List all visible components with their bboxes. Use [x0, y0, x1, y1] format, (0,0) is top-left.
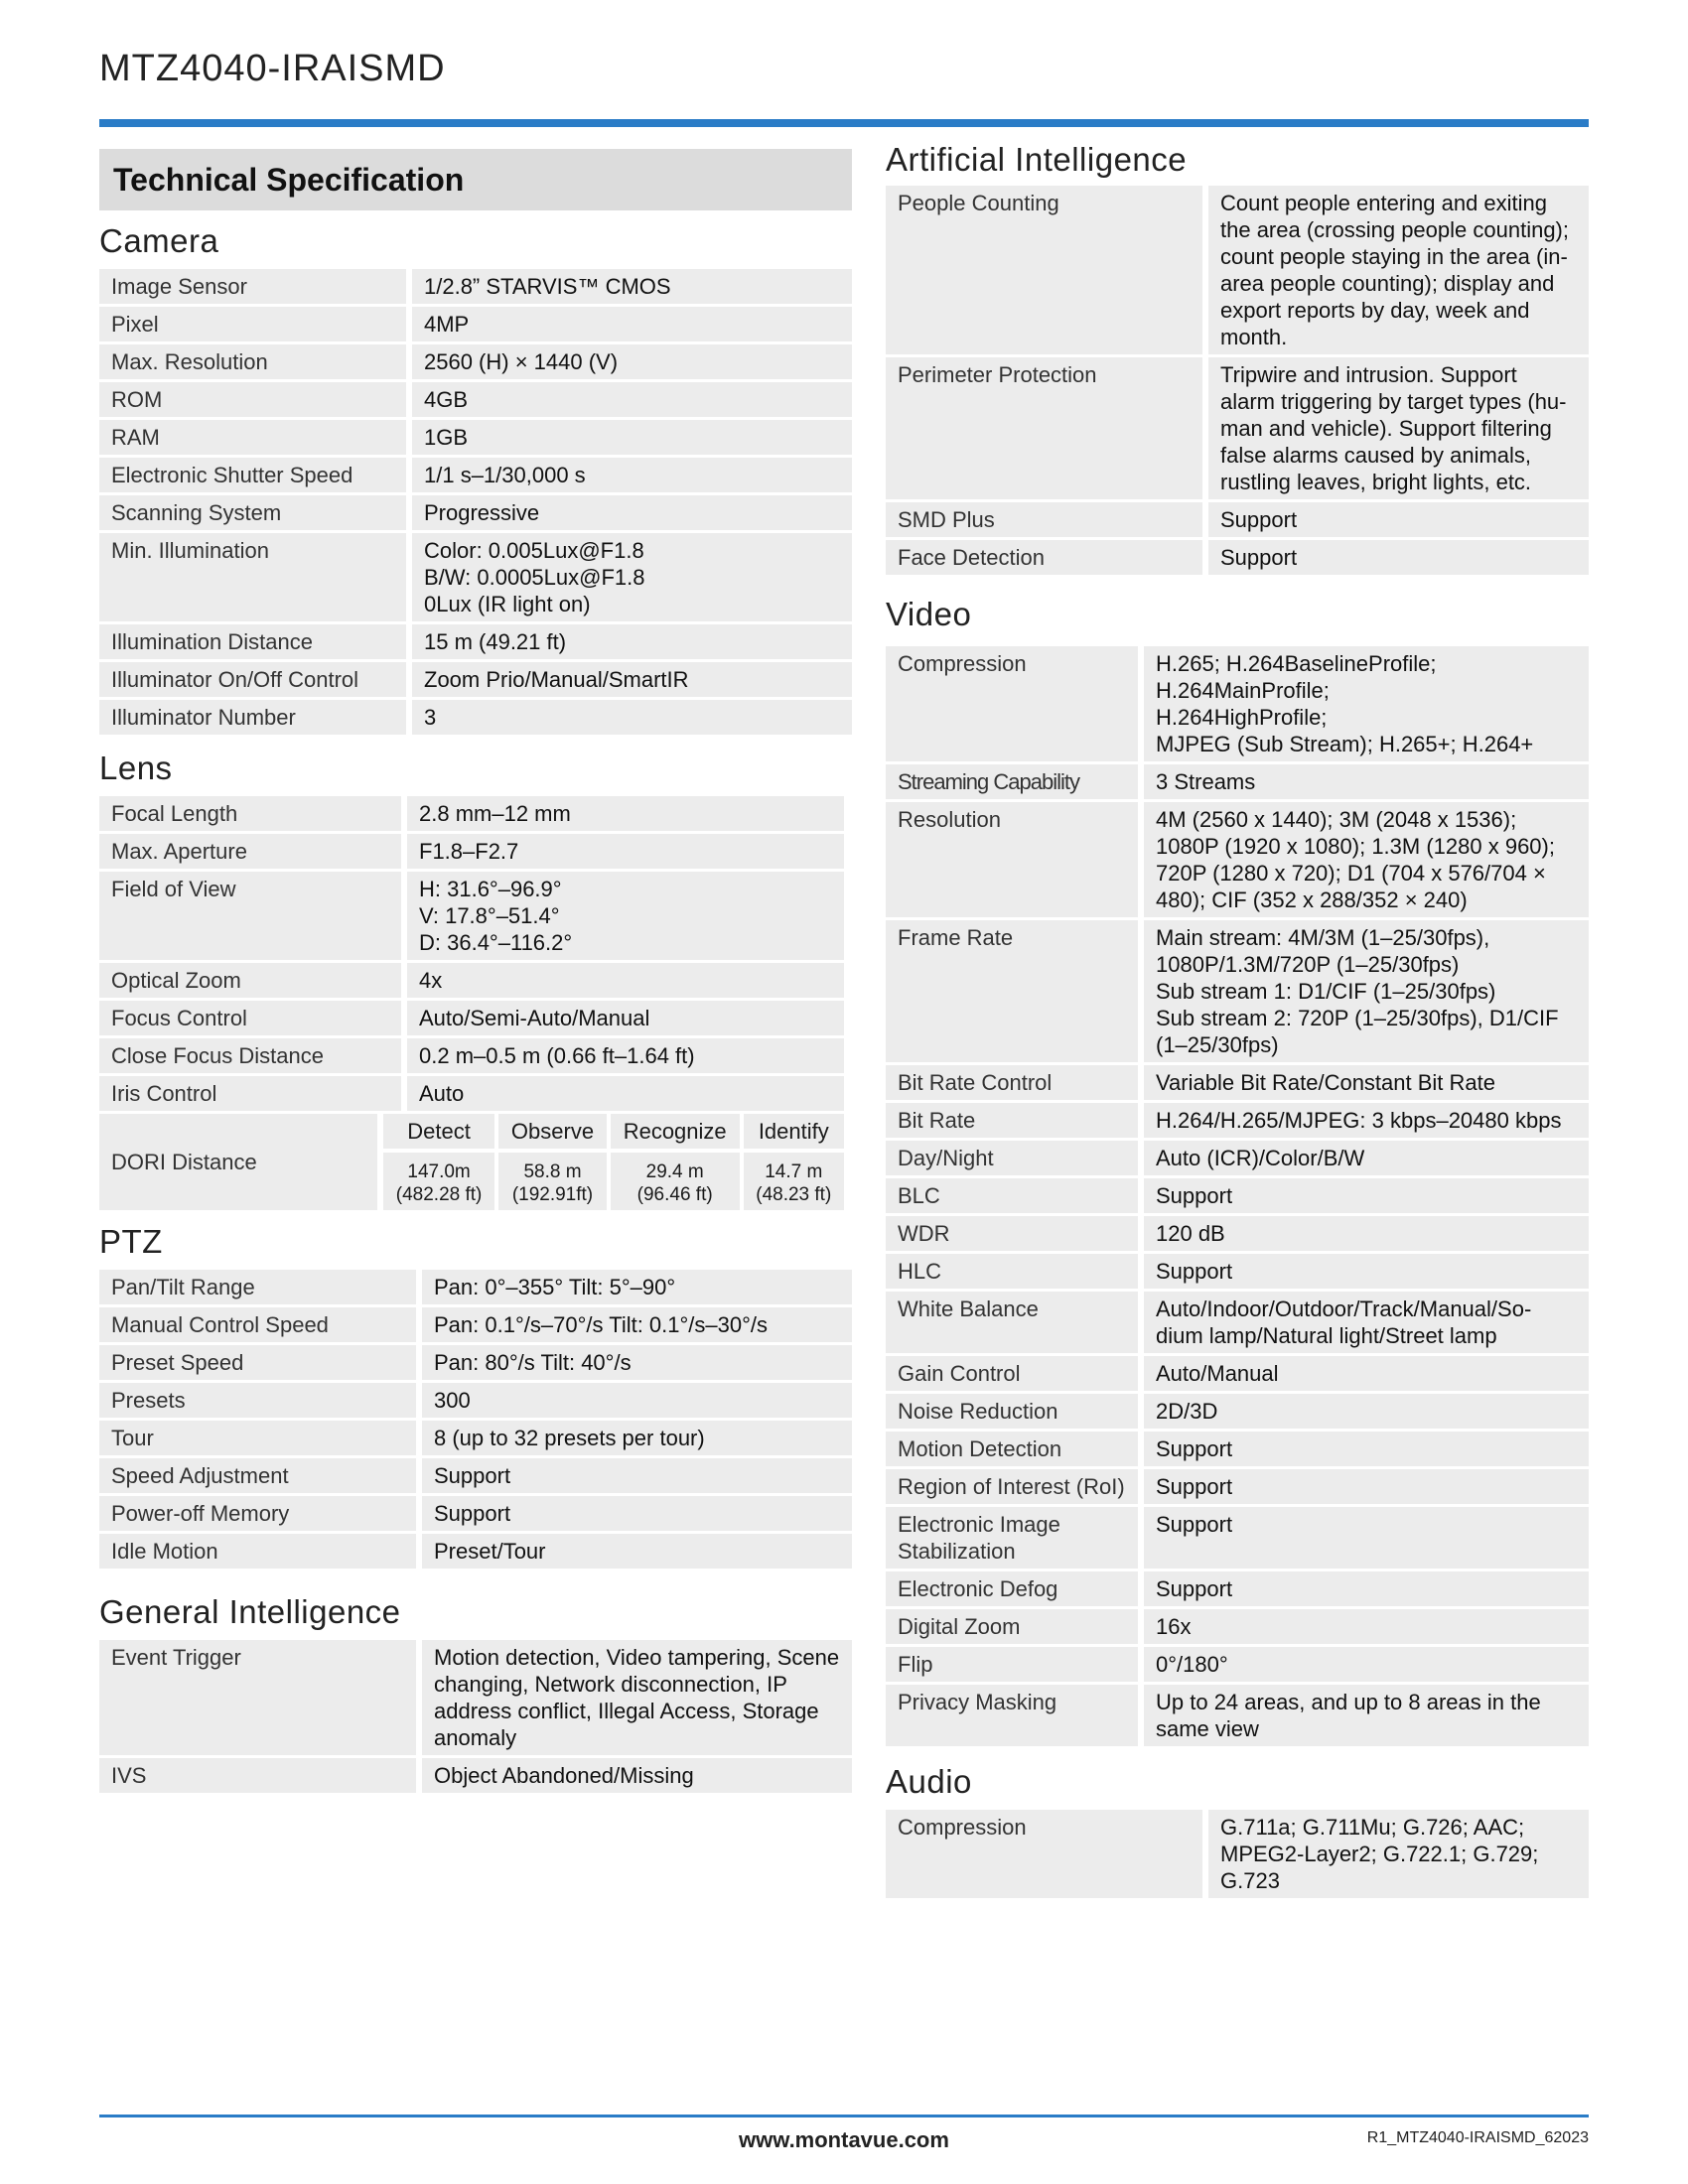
spec-row	[99, 307, 852, 341]
spec-label: Pan/Tilt Range	[99, 1270, 422, 1304]
spec-row	[886, 1571, 1589, 1606]
spec-label: Bit Rate Control	[886, 1065, 1144, 1100]
spec-value: Support	[422, 1458, 852, 1493]
spec-label: Privacy Masking	[886, 1685, 1144, 1746]
spec-value: 2D/3D	[1144, 1394, 1589, 1429]
spec-row	[886, 1647, 1589, 1682]
right-column	[886, 141, 1589, 1901]
dori-header: Recognize	[611, 1114, 744, 1149]
spec-value: Auto/Indoor/Outdoor/Track/Manual/So-dium lamp/Natural light/Street lamp	[1144, 1292, 1589, 1353]
audio-table	[886, 1807, 1589, 1901]
spec-row	[886, 920, 1589, 1062]
spec-value: Auto/Manual	[1144, 1356, 1589, 1391]
spec-value: Variable Bit Rate/Constant Bit Rate	[1144, 1065, 1589, 1100]
spec-label: BLC	[886, 1178, 1144, 1213]
spec-label: Illuminator On/Off Control	[99, 662, 412, 697]
spec-value: 4x	[407, 963, 844, 998]
spec-label: Event Trigger	[99, 1640, 422, 1755]
spec-value: Support	[1144, 1571, 1589, 1606]
spec-label: Resolution	[886, 802, 1144, 917]
dori-header: Detect	[383, 1114, 498, 1149]
dori-grid	[383, 1114, 844, 1210]
spec-label: Optical Zoom	[99, 963, 407, 998]
spec-value: Auto (ICR)/Color/B/W	[1144, 1141, 1589, 1175]
spec-value: Tripwire and intrusion. Support alarm triggering by target types (hu-man and vehicle). Support filtering false alarms caused by animals, rustling leaves, bright lights, etc.	[1208, 357, 1589, 499]
spec-row	[99, 872, 844, 960]
spec-row	[886, 1216, 1589, 1251]
spec-label: Tour	[99, 1421, 422, 1455]
spec-row	[99, 1076, 844, 1111]
spec-value: 4M (2560 x 1440); 3M (2048 x 1536); 1080P (1920 x 1080); 1.3M (1280 x 960); 720P (1280 x 720); D1 (704 x 576/704 × 480); CIF (352 x 288/352 × 240)	[1144, 802, 1589, 917]
spec-label: White Balance	[886, 1292, 1144, 1353]
spec-row	[886, 1685, 1589, 1746]
spec-row	[99, 662, 852, 697]
spec-label: Bit Rate	[886, 1103, 1144, 1138]
spec-row	[99, 1640, 852, 1755]
video-table	[886, 643, 1589, 1749]
spec-row	[886, 1609, 1589, 1644]
spec-row	[886, 764, 1589, 799]
spec-row	[99, 1421, 852, 1455]
spec-value: H.264/H.265/MJPEG: 3 kbps–20480 kbps	[1144, 1103, 1589, 1138]
dori-header: Identify	[744, 1114, 844, 1149]
spec-label: Max. Resolution	[99, 344, 412, 379]
spec-row	[886, 540, 1589, 575]
spec-value: F1.8–F2.7	[407, 834, 844, 869]
spec-row	[99, 458, 852, 492]
spec-value: Count people entering and exiting the area (crossing people counting); count people staying in the area (in-area people counting); display and export reports by day, week and month.	[1208, 186, 1589, 354]
section-title-camera: Camera	[99, 222, 219, 259]
dori-header-row	[383, 1114, 844, 1149]
spec-label: Power-off Memory	[99, 1496, 422, 1531]
spec-label: Electronic Shutter Speed	[99, 458, 412, 492]
spec-label: Perimeter Protection	[886, 357, 1208, 499]
spec-value: 8 (up to 32 presets per tour)	[422, 1421, 852, 1455]
spec-row	[99, 1307, 852, 1342]
spec-label: Compression	[886, 1810, 1208, 1898]
spec-label: People Counting	[886, 186, 1208, 354]
dori-value-row	[383, 1149, 844, 1210]
spec-label: Day/Night	[886, 1141, 1144, 1175]
spec-row	[99, 796, 844, 831]
spec-label: Iris Control	[99, 1076, 407, 1111]
spec-row	[886, 1292, 1589, 1353]
spec-label: Electronic Defog	[886, 1571, 1144, 1606]
spec-row	[99, 1534, 852, 1569]
spec-label: Preset Speed	[99, 1345, 422, 1380]
spec-value: 1/1 s–1/30,000 s	[412, 458, 852, 492]
spec-value: Auto/Semi-Auto/Manual	[407, 1001, 844, 1035]
dori-table	[99, 1111, 844, 1213]
spec-label: Illuminator Number	[99, 700, 412, 735]
spec-row	[99, 1758, 852, 1793]
section-title-general-intelligence: General Intelligence	[99, 1593, 401, 1630]
spec-value: 1/2.8” STARVIS™ CMOS	[412, 269, 852, 304]
spec-label: Image Sensor	[99, 269, 412, 304]
spec-row	[99, 533, 852, 621]
footer-doc-code: R1_MTZ4040-IRAISMD_62023	[1366, 2129, 1589, 2146]
spec-row	[99, 344, 852, 379]
spec-row	[886, 1356, 1589, 1391]
section-title-ptz: PTZ	[99, 1223, 163, 1260]
spec-label: Gain Control	[886, 1356, 1144, 1391]
spec-row	[886, 1394, 1589, 1429]
spec-row	[99, 1270, 852, 1304]
section-title-ai: Artificial Intelligence	[886, 141, 1188, 178]
spec-value: Support	[1144, 1178, 1589, 1213]
dori-value: 58.8 m (192.91ft)	[498, 1149, 611, 1210]
spec-row	[99, 382, 852, 417]
spec-value: H: 31.6°–96.9° V: 17.8°–51.4° D: 36.4°–116.2°	[407, 872, 844, 960]
lens-table	[99, 793, 844, 1114]
dori-value: 29.4 m (96.46 ft)	[611, 1149, 744, 1210]
spec-label: Flip	[886, 1647, 1144, 1682]
spec-label: Min. Illumination	[99, 533, 412, 621]
spec-row	[99, 269, 852, 304]
spec-row	[99, 1345, 852, 1380]
spec-label: Face Detection	[886, 540, 1208, 575]
spec-label: Streaming Capability	[886, 764, 1144, 799]
spec-label: Frame Rate	[886, 920, 1144, 1062]
spec-label: Focal Length	[99, 796, 407, 831]
spec-label: Compression	[886, 646, 1144, 761]
spec-label: Manual Control Speed	[99, 1307, 422, 1342]
spec-value: Auto	[407, 1076, 844, 1111]
spec-label: IVS	[99, 1758, 422, 1793]
section-title-video: Video	[886, 596, 972, 632]
spec-value: 4MP	[412, 307, 852, 341]
spec-value: Support	[1208, 540, 1589, 575]
spec-row	[886, 1065, 1589, 1100]
spec-value: Support	[1144, 1507, 1589, 1569]
spec-value: Pan: 0°–355° Tilt: 5°–90°	[422, 1270, 852, 1304]
spec-value: Progressive	[412, 495, 852, 530]
spec-label: SMD Plus	[886, 502, 1208, 537]
spec-value: Object Abandoned/Missing	[422, 1758, 852, 1793]
header-rule	[99, 119, 1589, 127]
spec-value: 2560 (H) × 1440 (V)	[412, 344, 852, 379]
spec-label: WDR	[886, 1216, 1144, 1251]
spec-label: Scanning System	[99, 495, 412, 530]
spec-value: Support	[422, 1496, 852, 1531]
left-column	[99, 149, 852, 1796]
spec-value: G.711a; G.711Mu; G.726; AAC; MPEG2-Layer2; G.722.1; G.729; G.723	[1208, 1810, 1589, 1898]
spec-row	[99, 700, 852, 735]
dori-cell	[383, 1114, 844, 1210]
document-title: MTZ4040-IRAISMD	[99, 48, 446, 89]
spec-row	[886, 1254, 1589, 1289]
spec-row	[99, 1383, 852, 1418]
spec-row	[886, 357, 1589, 499]
spec-row	[99, 1001, 844, 1035]
spec-row	[99, 420, 852, 455]
spec-row	[99, 1458, 852, 1493]
spec-label: ROM	[99, 382, 412, 417]
spec-value: 300	[422, 1383, 852, 1418]
spec-value: Pan: 80°/s Tilt: 40°/s	[422, 1345, 852, 1380]
spec-label: Presets	[99, 1383, 422, 1418]
general-intelligence-table	[99, 1637, 852, 1796]
dori-value: 14.7 m (48.23 ft)	[744, 1149, 844, 1210]
spec-label: Illumination Distance	[99, 624, 412, 659]
spec-row	[886, 646, 1589, 761]
spec-value: Pan: 0.1°/s–70°/s Tilt: 0.1°/s–30°/s	[422, 1307, 852, 1342]
spec-row	[886, 1507, 1589, 1569]
spec-label: Focus Control	[99, 1001, 407, 1035]
spec-label: Electronic Image Stabilization	[886, 1507, 1144, 1569]
spec-value: H.265; H.264BaselineProfile; H.264MainProfile; H.264HighProfile; MJPEG (Sub Stream); H.265+; H.264+	[1144, 646, 1589, 761]
spec-banner: Technical Specification	[99, 149, 852, 210]
spec-label: Close Focus Distance	[99, 1038, 407, 1073]
spec-row	[99, 624, 852, 659]
spec-row	[886, 1432, 1589, 1466]
section-title-lens: Lens	[99, 750, 173, 786]
spec-label: Region of Interest (RoI)	[886, 1469, 1144, 1504]
spec-value: Main stream: 4M/3M (1–25/30fps), 1080P/1.3M/720P (1–25/30fps) Sub stream 1: D1/CIF (1–25/30fps) Sub stream 2: 720P (1–25/30fps), D1/CIF (1–25/30fps)	[1144, 920, 1589, 1062]
spec-row	[99, 495, 852, 530]
spec-value: Support	[1144, 1254, 1589, 1289]
spec-row	[99, 963, 844, 998]
section-title-audio: Audio	[886, 1763, 972, 1800]
spec-value: Up to 24 areas, and up to 8 areas in the same view	[1144, 1685, 1589, 1746]
spec-value: 15 m (49.21 ft)	[412, 624, 852, 659]
spec-value: 3 Streams	[1144, 764, 1589, 799]
spec-label: Idle Motion	[99, 1534, 422, 1569]
dori-label: DORI Distance	[99, 1114, 383, 1210]
camera-table	[99, 266, 852, 738]
spec-row	[886, 186, 1589, 354]
spec-row	[886, 1469, 1589, 1504]
ai-table	[886, 183, 1589, 578]
spec-row	[886, 1810, 1589, 1898]
spec-row	[886, 802, 1589, 917]
spec-label: Field of View	[99, 872, 407, 960]
spec-value: Support	[1144, 1432, 1589, 1466]
spec-value: 16x	[1144, 1609, 1589, 1644]
spec-label: Motion Detection	[886, 1432, 1144, 1466]
spec-value: 0°/180°	[1144, 1647, 1589, 1682]
spec-label: Max. Aperture	[99, 834, 407, 869]
spec-label: Speed Adjustment	[99, 1458, 422, 1493]
spec-value: Support	[1208, 502, 1589, 537]
spec-row	[99, 1496, 852, 1531]
spec-row	[886, 1178, 1589, 1213]
spec-value: 0.2 m–0.5 m (0.66 ft–1.64 ft)	[407, 1038, 844, 1073]
spec-value: 2.8 mm–12 mm	[407, 796, 844, 831]
dori-value: 147.0m (482.28 ft)	[383, 1149, 498, 1210]
spec-label: Pixel	[99, 307, 412, 341]
spec-value: 3	[412, 700, 852, 735]
spec-row	[99, 1038, 844, 1073]
dori-header: Observe	[498, 1114, 611, 1149]
spec-value: Zoom Prio/Manual/SmartIR	[412, 662, 852, 697]
spec-value: Color: 0.005Lux@F1.8 B/W: 0.0005Lux@F1.8 0Lux (IR light on)	[412, 533, 852, 621]
spec-value: Motion detection, Video tampering, Scene changing, Network disconnection, IP address conflict, Illegal Access, Storage anomaly	[422, 1640, 852, 1755]
footer-url[interactable]: www.montavue.com	[739, 2127, 949, 2152]
ptz-table	[99, 1267, 852, 1571]
spec-label: Digital Zoom	[886, 1609, 1144, 1644]
spec-row	[99, 834, 844, 869]
spec-label: RAM	[99, 420, 412, 455]
spec-value: Support	[1144, 1469, 1589, 1504]
spec-row	[886, 1141, 1589, 1175]
spec-label: Noise Reduction	[886, 1394, 1144, 1429]
spec-value: 1GB	[412, 420, 852, 455]
spec-label: HLC	[886, 1254, 1144, 1289]
footer-rule	[99, 2115, 1589, 2117]
spec-value: 120 dB	[1144, 1216, 1589, 1251]
spec-row	[886, 502, 1589, 537]
spec-value: 4GB	[412, 382, 852, 417]
spec-value: Preset/Tour	[422, 1534, 852, 1569]
spec-row	[886, 1103, 1589, 1138]
